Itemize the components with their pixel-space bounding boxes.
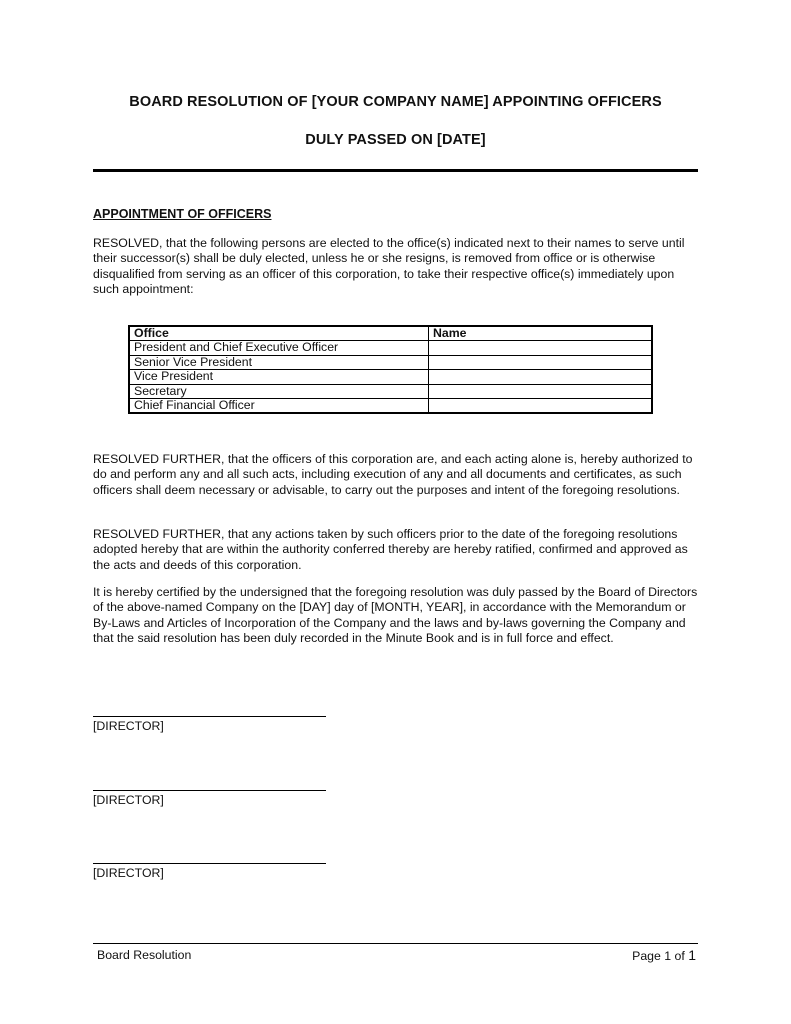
- header-divider: [93, 169, 698, 172]
- section-heading: APPOINTMENT OF OFFICERS: [93, 207, 272, 221]
- table-cell-office: Senior Vice President: [129, 355, 429, 369]
- footer-divider: [93, 943, 698, 944]
- footer-page-number: [632, 947, 696, 963]
- table-header-name: Name: [429, 326, 653, 341]
- table-cell-name: [429, 384, 653, 398]
- table-cell-office: President and Chief Executive Officer: [129, 341, 429, 355]
- table-cell-name: [429, 355, 653, 369]
- signature-line: [93, 716, 326, 717]
- table-row: [129, 370, 652, 384]
- page-total: 1: [688, 947, 696, 963]
- footer-document-name: Board Resolution: [97, 948, 192, 962]
- table-row: [129, 384, 652, 398]
- table-cell-name: [429, 399, 653, 414]
- resolution-paragraph-2: RESOLVED FURTHER, that the officers of this corporation are, and each acting alone is, hereby authorized to do and perform any and all such acts, including execution of any and all documents and certificates, as such officers shall deem necessary or advisable, to carry out the purposes and intent of the foregoing resolutions.: [93, 452, 693, 497]
- table-row: [129, 399, 652, 414]
- table-header-office: Office: [129, 326, 429, 341]
- table-cell-office: Vice President: [129, 370, 429, 384]
- signature-line: [93, 790, 326, 791]
- resolution-paragraph-1: RESOLVED, that the following persons are elected to the office(s) indicated next to their names to serve until their successor(s) shall be duly elected, unless he or she resigns, is removed from office or is otherwise disqualified from serving as an officer of this corporation, to take their respective office(s) immediately upon such appointment:: [93, 236, 685, 296]
- table-cell-office: Secretary: [129, 384, 429, 398]
- resolution-paragraph-3: RESOLVED FURTHER, that any actions taken by such officers prior to the date of the foregoing resolutions adopted hereby that are within the authority conferred thereby are hereby ratified, confirmed and approved as the acts and deeds of this corporation.: [93, 527, 688, 572]
- signature-label: [DIRECTOR]: [93, 719, 164, 733]
- table-cell-name: [429, 341, 653, 355]
- signature-label: [DIRECTOR]: [93, 793, 164, 807]
- signature-line: [93, 863, 326, 864]
- table-header-row: [129, 326, 652, 341]
- document-subtitle: DULY PASSED ON [DATE]: [305, 132, 486, 148]
- table-row: [129, 341, 652, 355]
- table-cell-office: Chief Financial Officer: [129, 399, 429, 414]
- table-row: [129, 355, 652, 369]
- signature-label: [DIRECTOR]: [93, 866, 164, 880]
- document-title: BOARD RESOLUTION OF [YOUR COMPANY NAME] APPOINTING OFFICERS: [129, 94, 662, 110]
- table-cell-name: [429, 370, 653, 384]
- page-prefix: Page 1 of: [632, 949, 689, 963]
- officers-table: [128, 325, 653, 414]
- certification-paragraph: It is hereby certified by the undersigned that the foregoing resolution was duly passed by the Board of Directors of the above-named Company on the [DAY] day of [MONTH, YEAR], in accordance with the Memorandum or By-Laws and Articles of Incorporation of the Company and the laws and by-laws governing the Company and that the said resolution has been duly recorded in the Minute Book and is in full force and effect.: [93, 585, 698, 645]
